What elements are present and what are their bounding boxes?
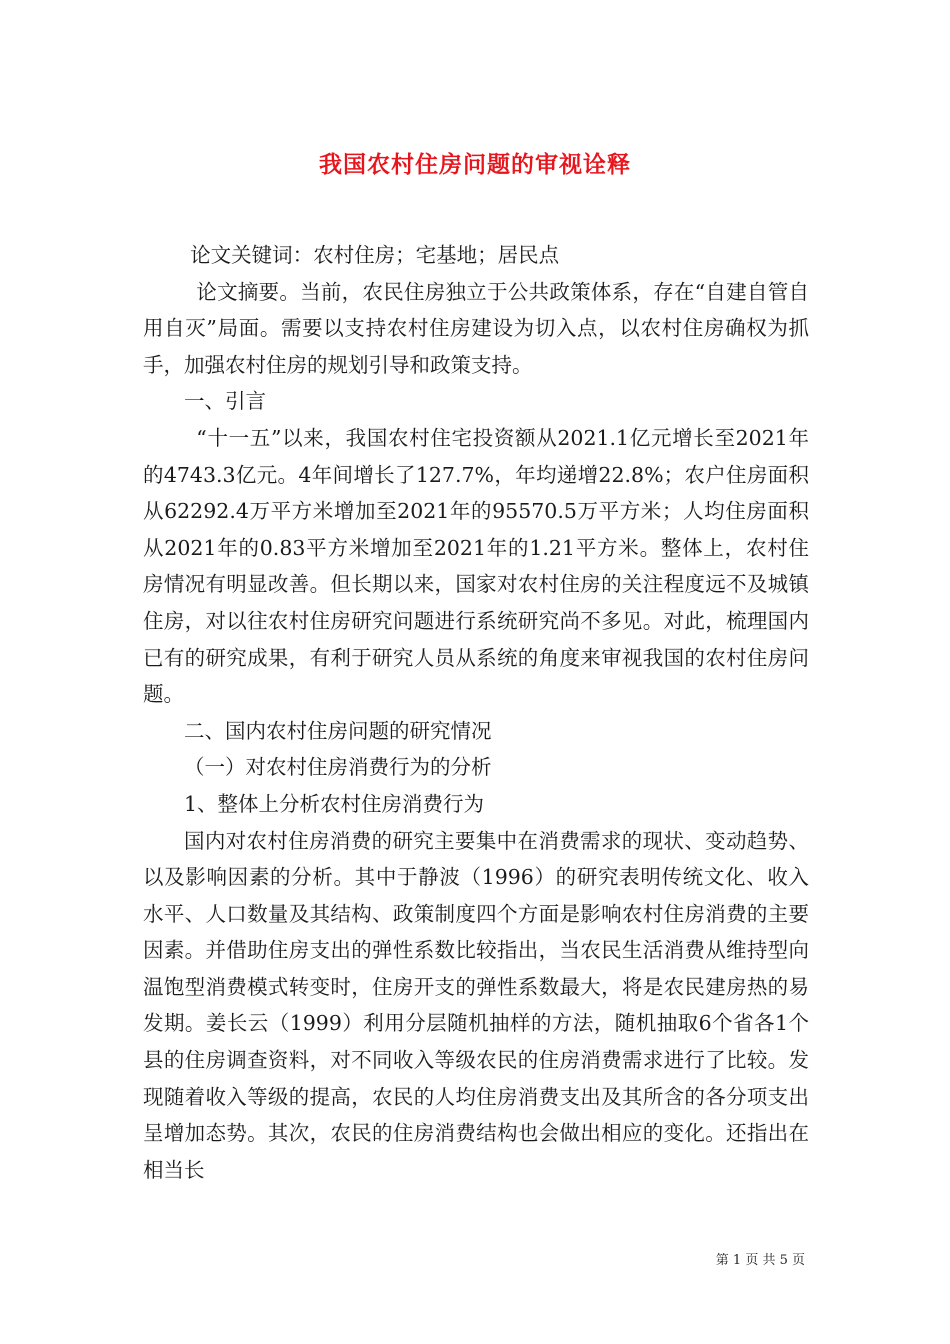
document-body — [143, 237, 809, 1188]
page-number-footer: 第 1 页 共 5 页 — [715, 1253, 805, 1268]
document-title: 我国农村住房问题的审视诠释 — [319, 151, 631, 179]
section-heading-research: 二、国内农村住房问题的研究情况 — [184, 718, 492, 743]
research-paragraph: 国内对农村住房消费的研究主要集中在消费需求的现状、变动趋势、以及影响因素的分析。其中于静波（1996）的研究表明传统文化、收入水平、人口数量及其结构、政策制度四个方面是影响农村住房消费的主要因素。并借助住房支出的弹性系数比较指出，当农民生活消费从维持型向温饱型消费模式转变时，住房开支的弹性系数最大，将是农民建房热的易发期。姜长云（1999）利用分层随机抽样的方法，随机抽取6个省各1个县的住房调查资料，对不同收入等级农民的住房消费需求进行了比较。发现随着收入等级的提高，农民的人均住房消费支出及其所含的各分项支出呈增加态势。其次，农民的住房消费结构也会做出相应的变化。还指出在相当长 — [143, 828, 809, 1182]
subsubsection-heading-overall: 1、整体上分析农村住房消费行为 — [184, 791, 485, 816]
introduction-paragraph: “十一五”以来，我国农村住宅投资额从2021.1亿元增长至2021年的4743.3亿元。4年间增长了127.7%，年均递增22.8%；农户住房面积从62292.4万平方米增加至2021年的95570.5万平方米；人均住房面积从2021年的0.83平方米增加至2021年的1.21平方米。整体上，农村住房情况有明显改善。但长期以来，国家对农村住房的关注程度远不及城镇住房，对以往农村住房研究问题进行系统研究尚不多见。对此，梳理国内已有的研究成果，有利于研究人员从系统的角度来审视我国的农村住房问题。 — [143, 425, 809, 707]
section-heading-introduction: 一、引言 — [184, 389, 266, 414]
keywords-paragraph: 论文关键词：农村住房；宅基地；居民点 — [190, 243, 560, 267]
subsection-heading-consumption: （一）对农村住房消费行为的分析 — [184, 755, 492, 780]
abstract-paragraph: 论文摘要。当前，农民住房独立于公共政策体系，存在“自建自管自用自灭”局面。需要以支持农村住房建设为切入点，以农村住房确权为抓手，加强农村住房的规划引导和政策支持。 — [143, 279, 809, 377]
